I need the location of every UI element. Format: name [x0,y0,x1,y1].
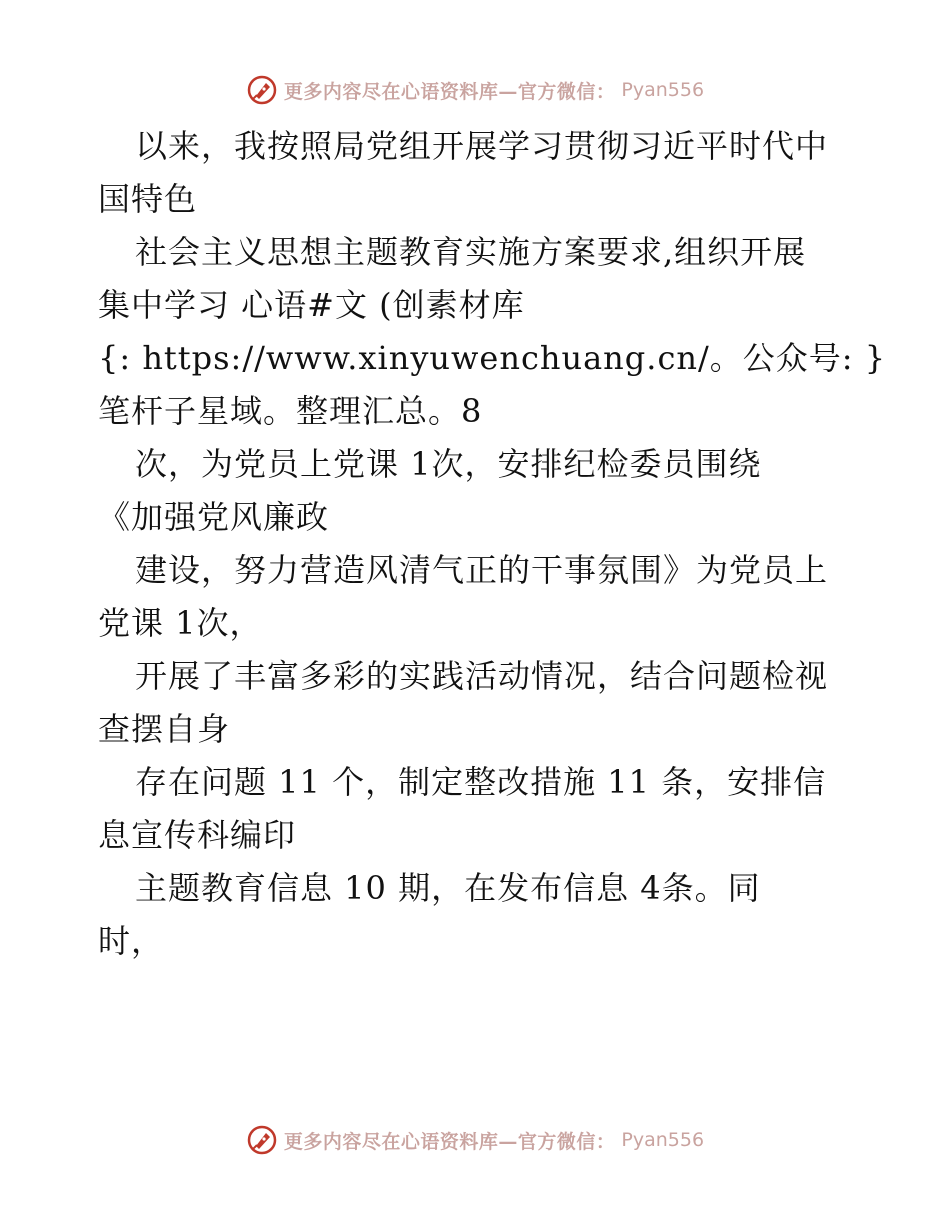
footer-watermark [0,1120,950,1160]
body-line: 党课 1次， [98,604,263,642]
body-line: 建设，努力营造风清气正的干事氛围》为党员上 [135,551,829,589]
watermark-text: 更多内容尽在心语资料库—官方微信： [283,1130,616,1153]
body-line: 集中学习 心语#文 (创素材库 [98,286,525,324]
body-line: 查摆自身 [98,710,231,748]
body-line: 息宣传科编印 [98,816,297,854]
watermark-text: 更多内容尽在心语资料库—官方微信： [283,80,616,103]
body-line: 开展了丰富多彩的实践活动情况，结合问题检视 [135,657,829,695]
body-line: 存在问题 11 个，制定整改措施 11 条，安排信 [135,763,827,801]
pen-nib-logo-icon [246,74,278,106]
body-line: 社会主义思想主题教育实施方案要求,组织开展 [135,233,807,271]
body-line: 次，为党员上党课 1次，安排纪检委员围绕 [135,445,762,483]
watermark-contact: Pyan556 [621,79,705,101]
body-line: {: https://www.xinyuwenchuang.cn/。公众号: } [98,339,887,377]
body-line: 时， [98,922,165,960]
document-body [98,120,887,968]
body-line: 笔杆子星域。整理汇总。8 [98,392,483,430]
watermark-contact: Pyan556 [621,1129,705,1151]
header-watermark [0,70,950,110]
body-line: 主题教育信息 10 期，在发布信息 4条。同 [135,869,761,907]
body-line: 《加强党风廉政 [98,498,330,536]
body-line: 国特色 [98,180,198,218]
body-line: 以来，我按照局党组开展学习贯彻习近平时代中 [135,127,829,165]
pen-nib-logo-icon [246,1124,278,1156]
